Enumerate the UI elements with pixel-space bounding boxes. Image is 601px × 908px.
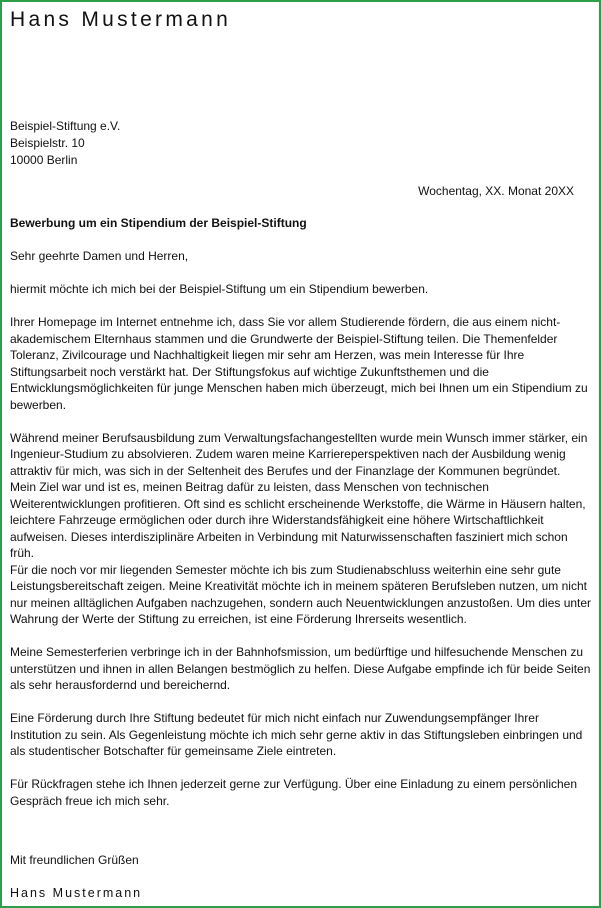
letter-date: Wochentag, XX. Monat 20XX bbox=[418, 184, 574, 198]
salutation: Sehr geehrte Damen und Herren, bbox=[10, 249, 189, 263]
paragraph-contact: Für Rückfragen stehe ich Ihnen jederzeit gerne zur Verfügung. Über eine Einladung zu einem persönlichen Gespräch freue ich mich sehr. bbox=[10, 777, 578, 808]
letter-body bbox=[10, 248, 592, 809]
recipient-street: Beispielstr. 10 bbox=[10, 136, 85, 150]
paragraph-commitment: Eine Förderung durch Ihre Stiftung bedeutet für mich nicht einfach nur Zuwendungsempfänger Ihrer Institution zu sein. Als Gegenleistung möchte ich mich sehr gerne aktiv in das Stiftungsleben einbringen und als studentischer Botschafter für gemeinsame Ziele eintreten. bbox=[10, 711, 583, 758]
recipient-address bbox=[10, 118, 120, 169]
paragraph-volunteering: Meine Semesterferien verbringe ich in der Bahnhofsmission, um bedürftige und hilfesuchende Menschen zu unterstützen und ihnen in allen Belangen bestmöglich zu helfen. Diese Aufgabe empfinde ich für beide Seiten als sehr herausfordernd und bereichernd. bbox=[10, 645, 591, 692]
paragraph-intro: hiermit möchte ich mich bei der Beispiel-Stiftung um ein Stipendium bewerben. bbox=[10, 282, 429, 296]
paragraph-motivation: Ihrer Homepage im Internet entnehme ich, dass Sie vor allem Studierende fördern, die aus einem nicht-akademischem Elternhaus stammen und die Grundwerte der Beispiel-Stiftung teilen. Die Themenfelder Toleranz, Zivilcourage und Nachhaltigkeit liegen mir sehr am Herzen, was mein Interesse für Ihre Stiftungsarbeit noch verstärkt hat. Der Stiftungsfokus auf wichtige Zukunftsthemen und die Entwicklungsmöglichkeiten für junge Menschen haben mich überzeugt, mich bei Ihnen um ein Stipendium zu bewerben. bbox=[10, 315, 588, 412]
closing: Mit freundlichen Grüßen bbox=[10, 853, 139, 867]
letter-subject: Bewerbung um ein Stipendium der Beispiel-Stiftung bbox=[10, 216, 307, 230]
sender-name: Hans Mustermann bbox=[10, 8, 232, 31]
recipient-city: 10000 Berlin bbox=[10, 153, 78, 167]
signature: Hans Mustermann bbox=[10, 886, 143, 900]
paragraph-plans: Für die noch vor mir liegenden Semester möchte ich bis zum Studienabschluss weiterhin eine sehr gute Leistungsbereitschaft zeigen. Meine Kreativität möchte ich in meinem späteren Berufsleben nutzen, um nicht nur meinen alltäglichen Aufgaben nachzugehen, sondern auch Neuentwicklungen anzustoßen. Um dies unter Wahrung der Werte der Stiftung zu erreichen, ist eine Förderung Ihrerseits wesentlich. bbox=[10, 562, 592, 626]
paragraph-goal: Mein Ziel war und ist es, meinen Beitrag dafür zu leisten, dass Menschen von technischen Weiterentwicklungen profitieren. Oft sind es schlicht erscheinende Werkstoffe, die Wärme in Häusern halten, leichtere Fahrzeuge ermöglichen oder durch ihre Widerstandsfähigkeit eine höhere Wirtschaftlichkeit aufweisen. Dieses interdisziplinäre Arbeiten in Verbindung mit Naturwissenschaften fasziniert mich schon früh. bbox=[10, 480, 586, 560]
recipient-organization: Beispiel-Stiftung e.V. bbox=[10, 119, 121, 133]
paragraph-background: Während meiner Berufsausbildung zum Verwaltungsfachangestellten wurde mein Wunsch immer stärker, ein Ingenieur-Studium zu absolvieren. Zudem waren meine Karriereperspektiven nach der Ausbildung wenig attraktiv für mich, was sich in der Seltenheit des Berufes und der Finanzlage der Kommunen begründet. bbox=[10, 430, 588, 478]
